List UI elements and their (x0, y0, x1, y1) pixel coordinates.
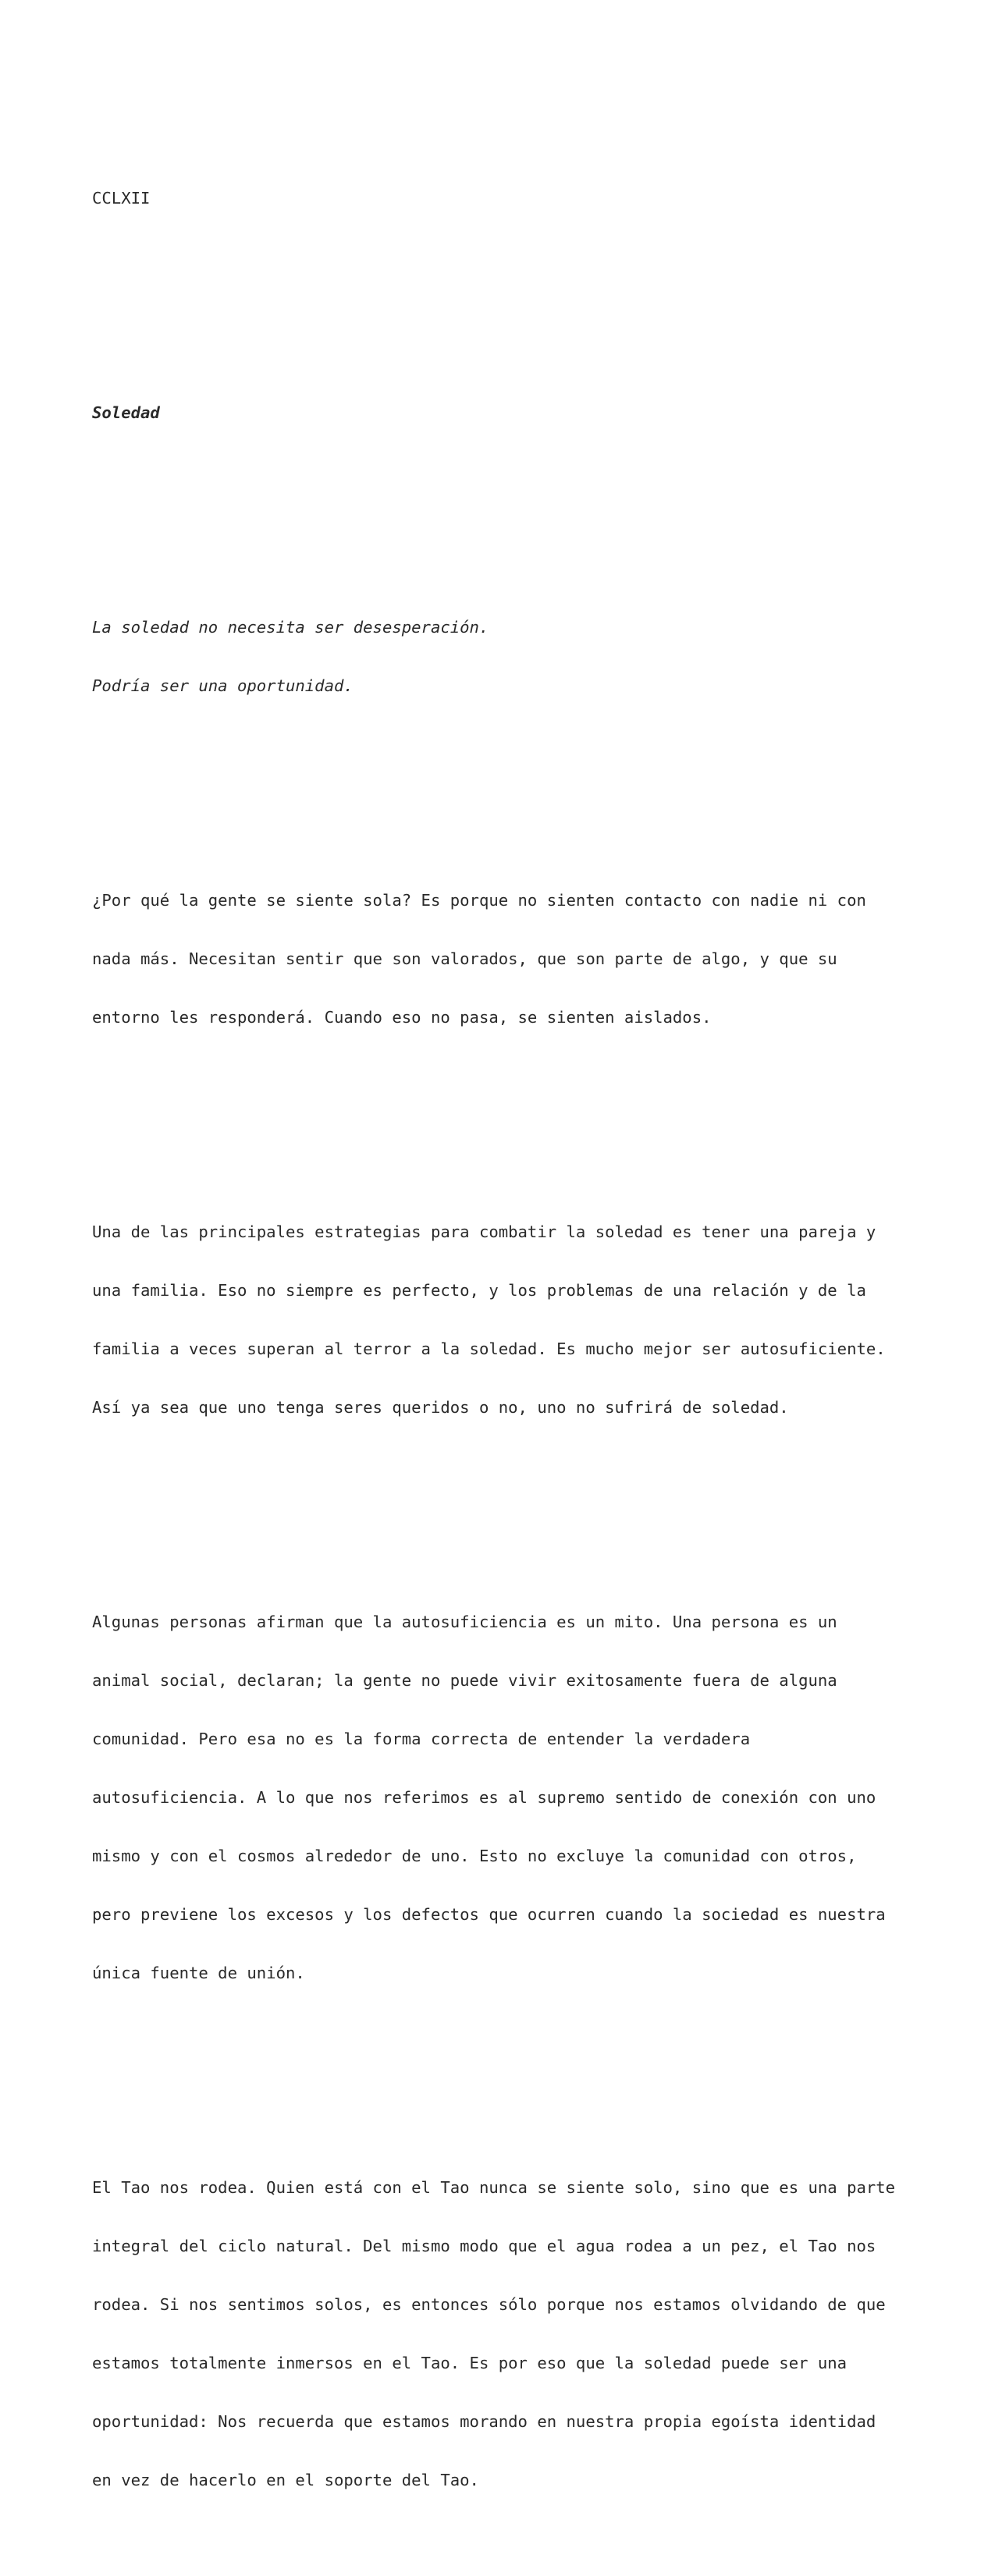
paragraph-line: oportunidad: Nos recuerda que estamos morando en nuestra propia egoísta identidad (92, 2412, 876, 2431)
paragraph-line: Algunas personas afirman que la autosuficiencia es un mito. Una persona es un (92, 1613, 837, 1631)
paragraph-line: en vez de hacerlo en el soporte del Tao. (92, 2471, 479, 2489)
paragraph-line: familia a veces superan al terror a la soledad. Es mucho mejor ser autosuficiente. (92, 1339, 886, 1358)
chapter-title-text: Soledad (92, 403, 160, 422)
chapter-title (92, 364, 911, 462)
paragraph-line: entorno les responderá. Cuando eso no pasa, se sienten aislados. (92, 1008, 712, 1027)
paragraph-line: Una de las principales estrategias para combatir la soledad es tener una pareja y (92, 1222, 876, 1241)
epigraph-line: Podría ser una oportunidad. (92, 676, 354, 695)
paragraph-line: mismo y con el cosmos alrededor de uno. Esto no excluye la comunidad con otros, (92, 1847, 857, 1865)
paragraph-line: única fuente de unión. (92, 1964, 305, 1982)
paragraph (92, 2139, 911, 2529)
paragraph-line: estamos totalmente inmersos en el Tao. Es por eso que la soledad puede ser una (92, 2354, 848, 2372)
paragraph-line: autosuficiencia. A lo que nos referimos es al supremo sentido de conexión con uno (92, 1788, 876, 1807)
chapter-number (92, 150, 911, 247)
paragraph-line: El Tao nos rodea. Quien está con el Tao nunca se siente solo, sino que es una parte (92, 2178, 896, 2197)
epigraph (92, 579, 911, 735)
paragraph-line: nada más. Necesitan sentir que son valorados, que son parte de algo, y que su (92, 949, 837, 968)
paragraph-line: pero previene los excesos y los defectos que ocurren cuando la sociedad es nuestra (92, 1905, 886, 1924)
paragraph (92, 852, 911, 1066)
paragraph-line: ¿Por qué la gente se siente sola? Es porque no sienten contacto con nadie ni con (92, 891, 866, 910)
chapter-number-text: CCLXII (92, 189, 151, 208)
paragraph-line: comunidad. Pero esa no es la forma correcta de entender la verdadera (92, 1730, 751, 1748)
paragraph-line: integral del ciclo natural. Del mismo modo que el agua rodea a un pez, el Tao nos (92, 2237, 876, 2255)
paragraph-line: rodea. Si nos sentimos solos, es entonces sólo porque nos estamos olvidando de que (92, 2295, 886, 2314)
paragraph (92, 1574, 911, 2022)
epigraph-line: La soledad no necesita ser desesperación. (92, 618, 489, 637)
document-body (92, 91, 911, 2576)
paragraph (92, 1183, 911, 1457)
paragraph-line: Así ya sea que uno tenga seres queridos o no, uno no sufrirá de soledad. (92, 1398, 789, 1417)
paragraph-line: animal social, declaran; la gente no puede vivir exitosamente fuera de alguna (92, 1671, 837, 1690)
paragraph-line: una familia. Eso no siempre es perfecto, y los problemas de una relación y de la (92, 1281, 866, 1300)
